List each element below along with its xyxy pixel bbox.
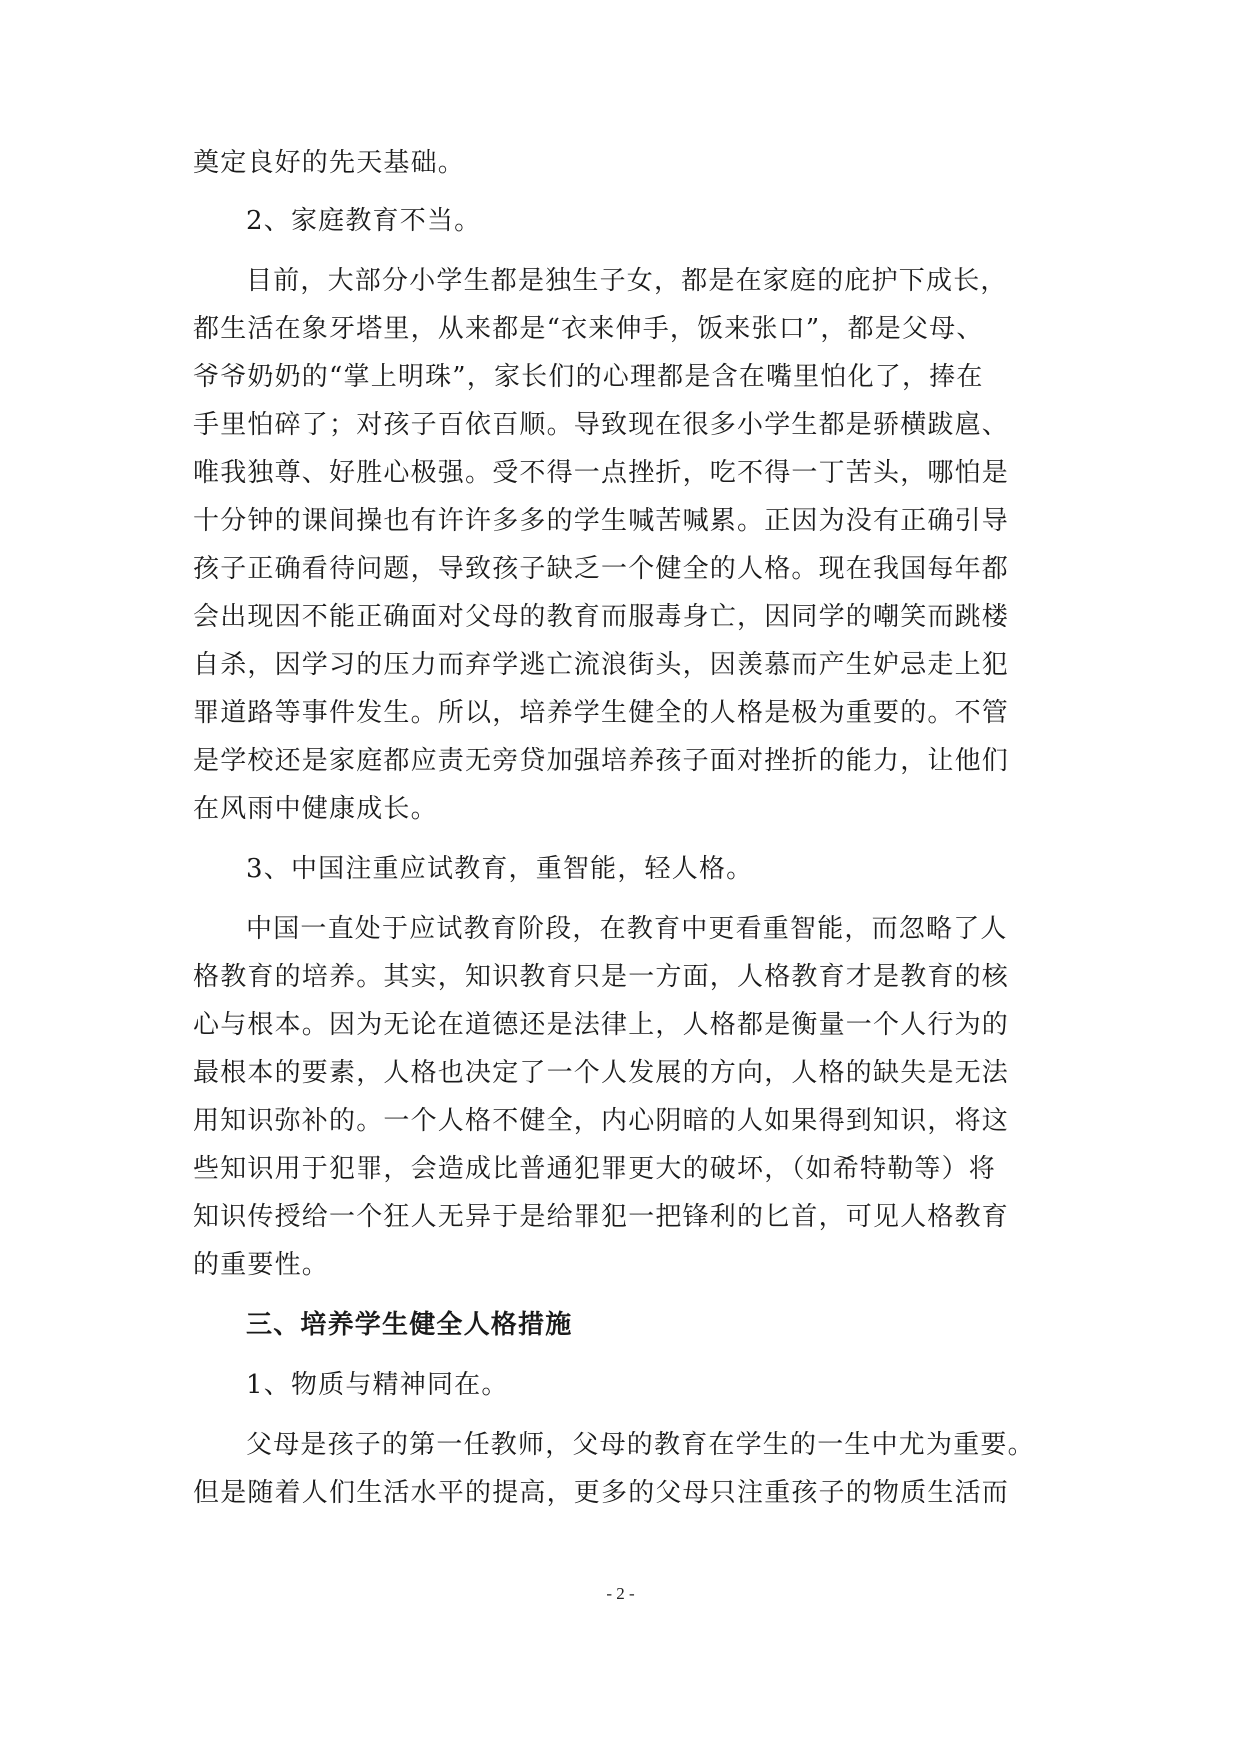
text-line: 会出现因不能正确面对父母的教育而服毒身亡，因同学的嘲笑而跳楼 bbox=[193, 602, 1010, 632]
text-line: 是学校还是家庭都应责无旁贷加强培养孩子面对挫折的能力，让他们 bbox=[193, 746, 1010, 776]
subheading-line: 1、物质与精神同在。 bbox=[246, 1370, 509, 1400]
text-line: 知识传授给一个狂人无异于是给罪犯一把锋利的匕首，可见人格教育 bbox=[193, 1202, 1010, 1232]
text-line: 但是随着人们生活水平的提高，更多的父母只注重孩子的物质生活而 bbox=[193, 1478, 1010, 1508]
text-line: 用知识弥补的。一个人格不健全，内心阴暗的人如果得到知识，将这 bbox=[193, 1106, 1010, 1136]
text-line: 最根本的要素，人格也决定了一个人发展的方向，人格的缺失是无法 bbox=[193, 1058, 1010, 1088]
page-number: - 2 - bbox=[606, 1584, 635, 1603]
text-line: 手里怕碎了；对孩子百依百顺。导致现在很多小学生都是骄横跋扈、 bbox=[193, 410, 1010, 440]
section-heading: 三、培养学生健全人格措施 bbox=[246, 1310, 573, 1340]
text-line: 奠定良好的先天基础。 bbox=[193, 148, 466, 178]
text-line: 父母是孩子的第一任教师，父母的教育在学生的一生中尤为重要。 bbox=[246, 1430, 1035, 1460]
text-line: 罪道路等事件发生。所以，培养学生健全的人格是极为重要的。不管 bbox=[193, 698, 1010, 728]
text-line: 的重要性。 bbox=[193, 1250, 330, 1280]
text-line: 些知识用于犯罪，会造成比普通犯罪更大的破坏，（如希特勒等）将 bbox=[193, 1154, 997, 1184]
text-line: 目前，大部分小学生都是独生子女，都是在家庭的庇护下成长， bbox=[246, 266, 1008, 296]
text-line: 都生活在象牙塔里，从来都是“衣来伸手，饭来张口”，都是父母、 bbox=[193, 314, 984, 344]
text-line: 爷爷奶奶的“掌上明珠”，家长们的心理都是含在嘴里怕化了，捧在 bbox=[193, 362, 984, 392]
subheading-line: 3、中国注重应试教育，重智能，轻人格。 bbox=[246, 854, 754, 884]
text-line: 中国一直处于应试教育阶段，在教育中更看重智能，而忽略了人 bbox=[246, 914, 1008, 944]
text-line: 唯我独尊、好胜心极强。受不得一点挫折，吃不得一丁苦头，哪怕是 bbox=[193, 458, 1010, 488]
text-line: 自杀，因学习的压力而弃学逃亡流浪街头，因羡慕而产生妒忌走上犯 bbox=[193, 650, 1010, 680]
text-line: 孩子正确看待问题，导致孩子缺乏一个健全的人格。现在我国每年都 bbox=[193, 554, 1010, 584]
subheading-line: 2、家庭教育不当。 bbox=[246, 206, 482, 236]
text-line: 十分钟的课间操也有许许多多的学生喊苦喊累。正因为没有正确引导 bbox=[193, 506, 1010, 536]
text-line: 在风雨中健康成长。 bbox=[193, 794, 438, 824]
text-line: 格教育的培养。其实，知识教育只是一方面，人格教育才是教育的核 bbox=[193, 962, 1010, 992]
text-line: 心与根本。因为无论在道德还是法律上，人格都是衡量一个人行为的 bbox=[193, 1010, 1010, 1040]
